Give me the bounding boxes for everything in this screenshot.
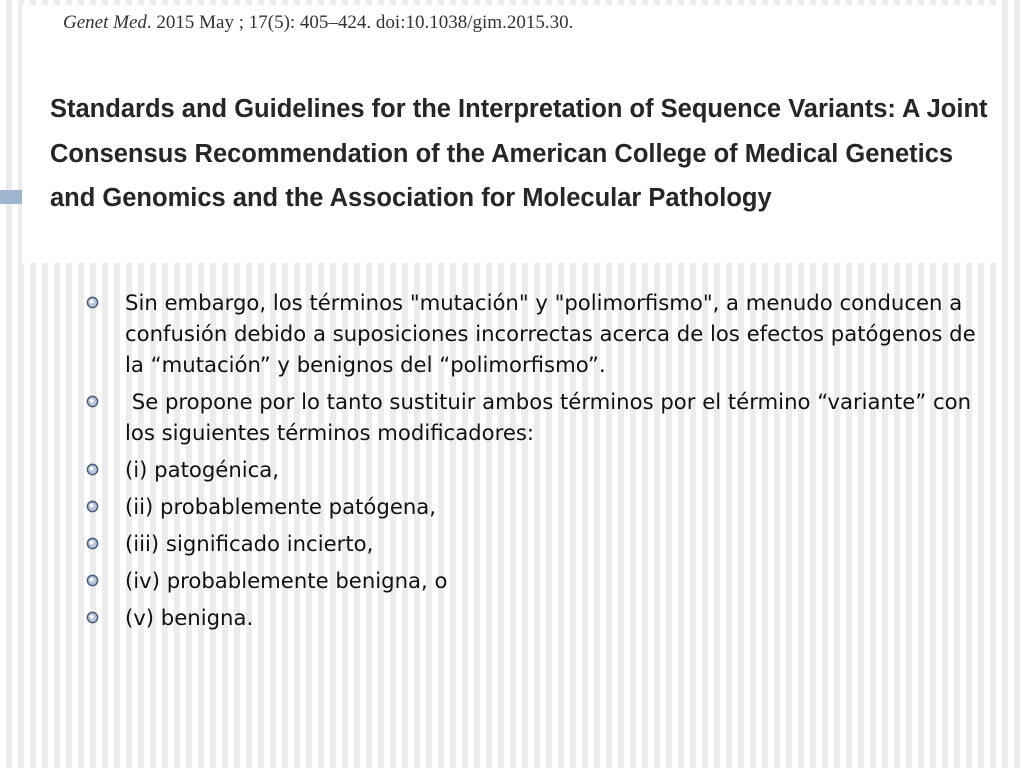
circle-bullet-icon <box>86 574 99 587</box>
citation-details: . 2015 May ; 17(5): 405–424. doi:10.1038/gim.2015.30. <box>146 12 574 33</box>
bullet-item <box>86 602 986 633</box>
article-title: Standards and Guidelines for the Interpretation of Sequence Variants: A Joint Consensus Recommendation of the American College of Medical Genetics and Genomics and the Association for Molecular Pathology <box>50 95 988 212</box>
left-accent-bar <box>0 190 22 204</box>
bullet-text: Se propone por lo tanto sustituir ambos términos por el término “variante” con los siguientes términos modificadores: <box>125 389 978 445</box>
circle-bullet-icon <box>86 611 99 624</box>
bullet-item <box>86 565 986 596</box>
bullet-text: (iii) significado incierto, <box>125 531 374 556</box>
citation-line <box>63 12 573 34</box>
article-header-clipping <box>22 5 1000 263</box>
bullet-item <box>86 528 986 559</box>
bullet-text: Sin embargo, los términos "mutación" y "polimorfismo", a menudo conducen a confusión debido a suposiciones incorrectas acerca de los efectos patógenos de la “mutación” y benignos del “polimorfismo”. <box>125 290 976 377</box>
bullet-text: (v) benigna. <box>125 605 254 630</box>
bullet-text: (i) patogénica, <box>125 457 280 482</box>
circle-bullet-icon <box>86 463 99 476</box>
bullet-text: (ii) probablemente patógena, <box>125 494 437 519</box>
bullet-item <box>86 386 986 448</box>
bullet-text: (iv) probablemente benigna, o <box>125 568 448 593</box>
bullet-item <box>86 454 986 485</box>
circle-bullet-icon <box>86 296 99 309</box>
circle-bullet-icon <box>86 395 99 408</box>
bullet-list <box>86 287 986 639</box>
circle-bullet-icon <box>86 537 99 550</box>
bullet-item <box>86 491 986 522</box>
circle-bullet-icon <box>86 500 99 513</box>
bullet-item <box>86 287 986 380</box>
journal-name: Genet Med <box>63 12 147 33</box>
